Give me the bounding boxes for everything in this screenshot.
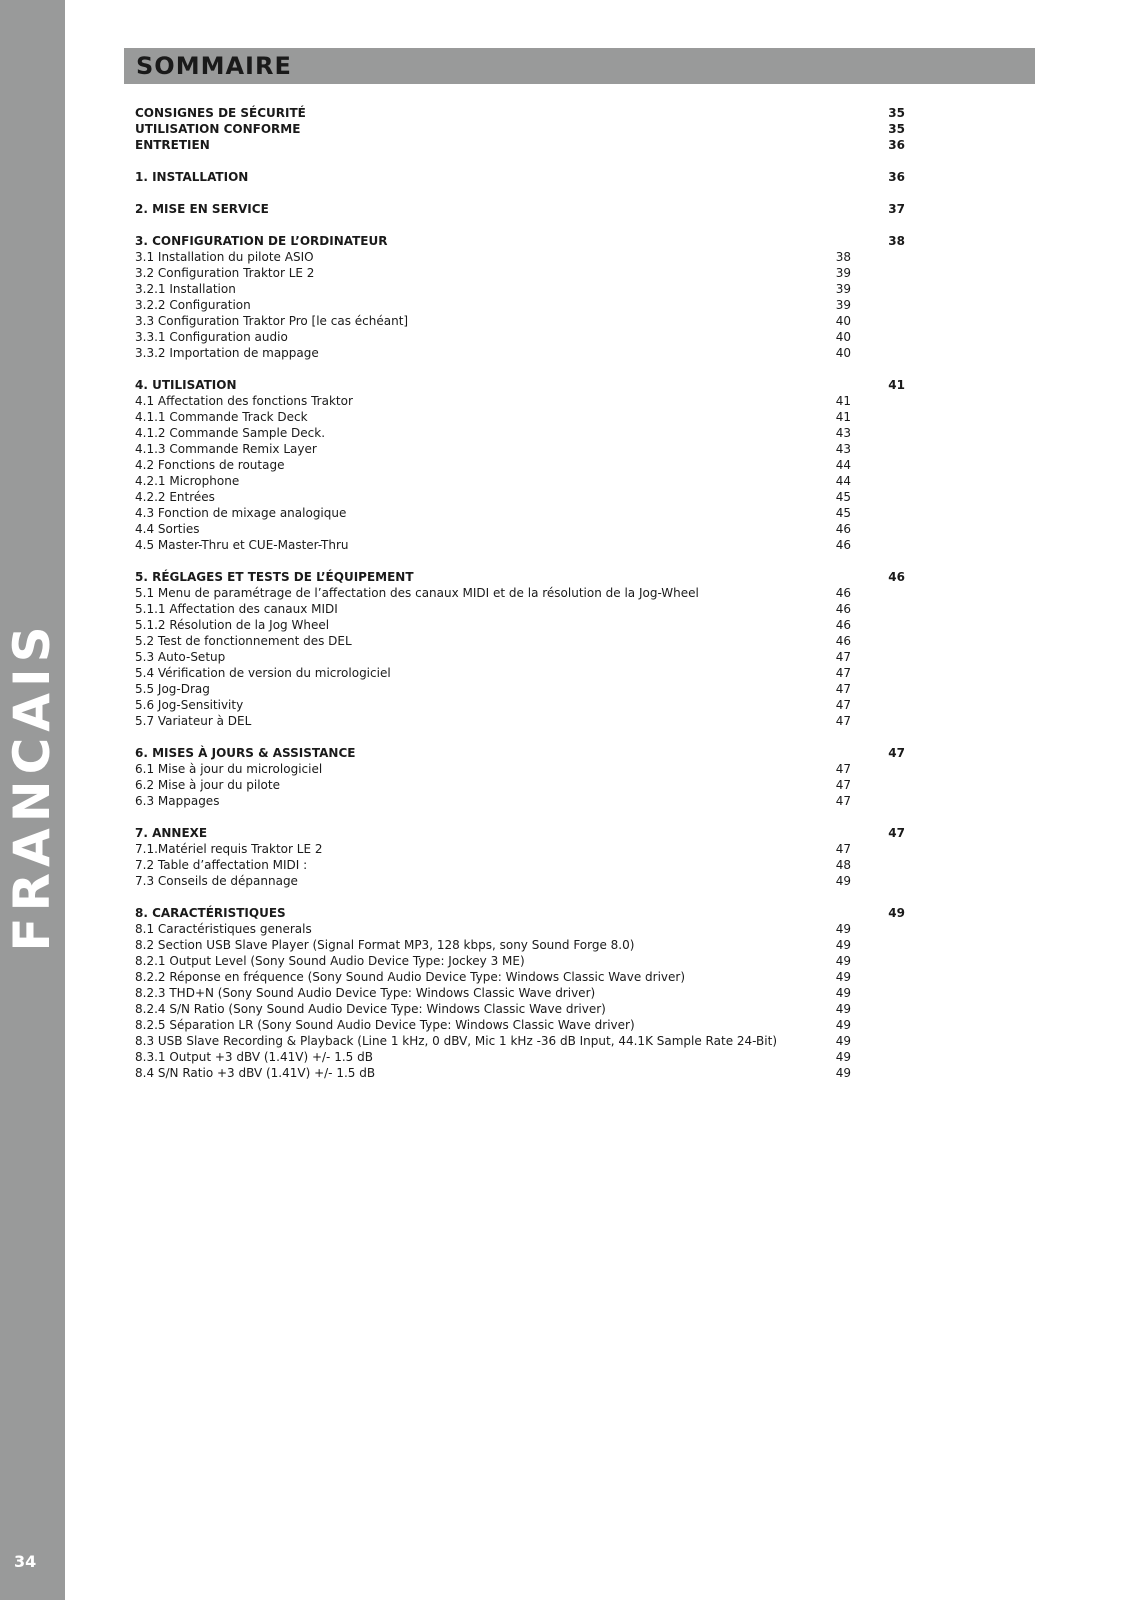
toc-entry-page: 37: [888, 202, 905, 216]
toc-entry-label: 4.2.1 Microphone: [135, 474, 240, 488]
toc-entry[interactable]: [135, 1001, 851, 1017]
toc-entry-page: 41: [835, 410, 851, 424]
page-title: SOMMAIRE: [136, 52, 292, 80]
toc-entry-page: 47: [835, 682, 851, 696]
toc-entry-page: 43: [835, 426, 851, 440]
toc-entry-label: 8.2.5 Séparation LR (Sony Sound Audio Device Type: Windows Classic Wave driver): [135, 1018, 635, 1032]
toc-entry-page: 47: [835, 650, 851, 664]
toc-entry-label: 8.2.1 Output Level (Sony Sound Audio Device Type: Jockey 3 ME): [135, 954, 525, 968]
toc-entry-page: 41: [835, 394, 851, 408]
toc-entry-page: 40: [835, 330, 851, 344]
toc-entry-page: 38: [888, 234, 905, 248]
toc-entry-page: 47: [835, 666, 851, 680]
toc-entry[interactable]: [135, 665, 851, 681]
toc-entry-page: 49: [835, 1034, 851, 1048]
toc-entry-page: 44: [835, 458, 851, 472]
toc-entry[interactable]: [135, 281, 851, 297]
toc-entry-page: 47: [835, 778, 851, 792]
toc-entry-label: 3.3 Configuration Traktor Pro [le cas échéant]: [135, 314, 409, 328]
toc-entry-label: 5. RÉGLAGES ET TESTS DE L’ÉQUIPEMENT: [135, 570, 414, 584]
toc-entry-page: 45: [835, 506, 851, 520]
toc-entry-label: 5.1.2 Résolution de la Jog Wheel: [135, 618, 330, 632]
toc-entry-page: 47: [835, 698, 851, 712]
toc-entry-label: 7. ANNEXE: [135, 826, 208, 840]
toc-entry-page: 38: [835, 250, 851, 264]
toc-entry-label: 8.4 S/N Ratio +3 dBV (1.41V) +/- 1.5 dB: [135, 1066, 376, 1080]
toc-entry[interactable]: [135, 105, 905, 121]
toc-entry[interactable]: [135, 601, 851, 617]
toc-entry[interactable]: [135, 505, 851, 521]
toc-entry-page: 36: [888, 138, 905, 152]
toc-entry-label: 4.1 Affectation des fonctions Traktor: [135, 394, 353, 408]
sidebar: [0, 0, 65, 1600]
toc-entry[interactable]: [135, 297, 851, 313]
toc-entry-label: 4. UTILISATION: [135, 378, 237, 392]
toc-entry-label: 4.1.2 Commande Sample Deck.: [135, 426, 326, 440]
toc-entry-page: 47: [835, 794, 851, 808]
toc-entry-label: 6. MISES À JOURS & ASSISTANCE: [135, 746, 356, 760]
toc-entry[interactable]: [135, 969, 851, 985]
toc-entry-label: 5.4 Vérification de version du micrologiciel: [135, 666, 391, 680]
toc-entry-label: 5.7 Variateur à DEL: [135, 714, 252, 728]
toc-entry-page: 47: [835, 714, 851, 728]
toc-entry-label: 5.6 Jog-Sensitivity: [135, 698, 244, 712]
toc-entry[interactable]: [135, 921, 851, 937]
toc-entry-label: 8.1 Caractéristiques generals: [135, 922, 312, 936]
toc-entry-label: 6.2 Mise à jour du pilote: [135, 778, 280, 792]
toc-entry-page: 35: [888, 106, 905, 120]
toc-entry-label: 8.2.2 Réponse en fréquence (Sony Sound Audio Device Type: Windows Classic Wave driver): [135, 970, 686, 984]
toc-entry-page: 47: [835, 762, 851, 776]
toc-entry-label: 3.2.2 Configuration: [135, 298, 251, 312]
toc-entry[interactable]: [135, 201, 905, 217]
toc-entry[interactable]: [135, 905, 905, 921]
toc-entry-page: 46: [835, 602, 851, 616]
toc-entry-page: 40: [835, 314, 851, 328]
toc-entry[interactable]: [135, 825, 905, 841]
title-bar: [124, 48, 1035, 84]
toc-entry-label: 4.1.1 Commande Track Deck: [135, 410, 308, 424]
toc-entry-label: 3.3.2 Importation de mappage: [135, 346, 319, 360]
toc-entry[interactable]: [135, 697, 851, 713]
toc-entry[interactable]: [135, 1049, 851, 1065]
toc-entry-label: 8.2 Section USB Slave Player (Signal Format MP3, 128 kbps, sony Sound Forge 8.0): [135, 938, 635, 952]
toc-entry-label: 2. MISE EN SERVICE: [135, 202, 269, 216]
toc-entry[interactable]: [135, 681, 851, 697]
toc-entry[interactable]: [135, 393, 851, 409]
toc-entry-label: 3.2 Configuration Traktor LE 2: [135, 266, 315, 280]
toc-entry[interactable]: [135, 265, 851, 281]
toc-entry[interactable]: [135, 521, 851, 537]
toc-entry[interactable]: [135, 873, 851, 889]
toc-entry-page: 46: [835, 634, 851, 648]
toc-entry[interactable]: [135, 377, 905, 393]
toc-entry-label: 7.3 Conseils de dépannage: [135, 874, 298, 888]
toc-entry[interactable]: [135, 745, 905, 761]
toc-entry-label: 6.1 Mise à jour du micrologiciel: [135, 762, 323, 776]
toc-entry[interactable]: [135, 633, 851, 649]
toc-entry-label: 4.1.3 Commande Remix Layer: [135, 442, 317, 456]
toc-entry[interactable]: [135, 713, 851, 729]
toc-entry[interactable]: [135, 233, 905, 249]
toc-entry[interactable]: [135, 441, 851, 457]
toc-entry-page: 39: [835, 282, 851, 296]
toc-entry-page: 41: [888, 378, 905, 392]
toc-entry-page: 49: [835, 874, 851, 888]
toc-entry[interactable]: [135, 777, 851, 793]
toc-entry-label: 3.1 Installation du pilote ASIO: [135, 250, 314, 264]
toc-entry-page: 47: [888, 826, 905, 840]
toc-entry[interactable]: [135, 457, 851, 473]
toc-entry[interactable]: [135, 1065, 851, 1081]
toc-entry-page: 36: [888, 170, 905, 184]
toc-entry-page: 46: [835, 586, 851, 600]
toc-entry-page: 49: [835, 1002, 851, 1016]
toc-entry-page: 46: [888, 570, 905, 584]
toc-entry-page: 49: [835, 1050, 851, 1064]
toc-entry-label: CONSIGNES DE SÉCURITÉ: [135, 106, 306, 120]
toc-entry[interactable]: [135, 329, 851, 345]
toc-entry-label: 8.3 USB Slave Recording & Playback (Line 1 kHz, 0 dBV, Mic 1 kHz -36 dB Input, 44.1K Sample Rate 24-Bit): [135, 1034, 778, 1048]
toc-entry-page: 49: [835, 1066, 851, 1080]
toc-entry-label: 4.2 Fonctions de routage: [135, 458, 285, 472]
toc-entry-label: ENTRETIEN: [135, 138, 210, 152]
toc-entry-page: 45: [835, 490, 851, 504]
toc-entry[interactable]: [135, 537, 851, 553]
toc-entry-page: 47: [888, 746, 905, 760]
page-number: 34: [14, 1552, 37, 1571]
toc-entry[interactable]: [135, 1033, 851, 1049]
toc-entry[interactable]: [135, 937, 851, 953]
toc-entry[interactable]: [135, 617, 851, 633]
toc-entry-label: 3.3.1 Configuration audio: [135, 330, 288, 344]
toc-entry-page: 49: [835, 954, 851, 968]
toc-entry[interactable]: [135, 345, 851, 361]
toc-entry-page: 49: [835, 938, 851, 952]
toc-entry[interactable]: [135, 857, 851, 873]
table-of-contents: [135, 105, 905, 1081]
toc-entry-page: 46: [835, 538, 851, 552]
toc-entry-page: 49: [835, 1018, 851, 1032]
toc-entry-page: 47: [835, 842, 851, 856]
toc-entry[interactable]: [135, 649, 851, 665]
toc-entry[interactable]: [135, 249, 851, 265]
toc-entry-page: 49: [835, 970, 851, 984]
toc-entry[interactable]: [135, 489, 851, 505]
toc-entry-page: 48: [835, 858, 851, 872]
toc-entry-page: 39: [835, 266, 851, 280]
toc-entry[interactable]: [135, 985, 851, 1001]
language-label: FRANCAIS: [3, 620, 61, 952]
toc-entry[interactable]: [135, 169, 905, 185]
toc-entry-label: 4.3 Fonction de mixage analogique: [135, 506, 347, 520]
toc-entry-page: 44: [835, 474, 851, 488]
toc-entry[interactable]: [135, 137, 905, 153]
toc-entry[interactable]: [135, 121, 905, 137]
toc-entry-label: 3.2.1 Installation: [135, 282, 236, 296]
toc-entry-page: 49: [835, 986, 851, 1000]
toc-entry[interactable]: [135, 761, 851, 777]
toc-entry-label: 5.2 Test de fonctionnement des DEL: [135, 634, 352, 648]
toc-entry-label: 5.5 Jog-Drag: [135, 682, 210, 696]
toc-entry-label: 8.3.1 Output +3 dBV (1.41V) +/- 1.5 dB: [135, 1050, 373, 1064]
toc-entry-label: 4.4 Sorties: [135, 522, 200, 536]
toc-entry-page: 49: [835, 922, 851, 936]
toc-entry[interactable]: [135, 953, 851, 969]
toc-entry-label: 3. CONFIGURATION DE L’ORDINATEUR: [135, 234, 388, 248]
toc-entry-label: 8.2.3 THD+N (Sony Sound Audio Device Type: Windows Classic Wave driver): [135, 986, 596, 1000]
toc-entry[interactable]: [135, 425, 851, 441]
toc-entry[interactable]: [135, 585, 851, 601]
toc-entry-label: 1. INSTALLATION: [135, 170, 249, 184]
toc-entry-label: 5.1.1 Affectation des canaux MIDI: [135, 602, 338, 616]
toc-entry[interactable]: [135, 473, 851, 489]
toc-entry[interactable]: [135, 793, 851, 809]
toc-entry[interactable]: [135, 313, 851, 329]
toc-entry[interactable]: [135, 409, 851, 425]
toc-entry-page: 39: [835, 298, 851, 312]
toc-entry-page: 49: [888, 906, 905, 920]
toc-entry[interactable]: [135, 841, 851, 857]
toc-entry-label: 5.1 Menu de paramétrage de l’affectation des canaux MIDI et de la résolution de la Jog-Wheel: [135, 586, 699, 600]
toc-entry-page: 46: [835, 618, 851, 632]
toc-entry-label: 8.2.4 S/N Ratio (Sony Sound Audio Device Type: Windows Classic Wave driver): [135, 1002, 606, 1016]
toc-entry-page: 43: [835, 442, 851, 456]
toc-entry-page: 40: [835, 346, 851, 360]
toc-entry-label: 8. CARACTÉRISTIQUES: [135, 906, 286, 920]
toc-entry-page: 46: [835, 522, 851, 536]
toc-entry[interactable]: [135, 1017, 851, 1033]
toc-entry-label: 5.3 Auto-Setup: [135, 650, 226, 664]
toc-entry-label: 4.5 Master-Thru et CUE-Master-Thru: [135, 538, 349, 552]
toc-entry-label: 7.1.Matériel requis Traktor LE 2: [135, 842, 323, 856]
toc-entry-label: 6.3 Mappages: [135, 794, 220, 808]
toc-entry-label: UTILISATION CONFORME: [135, 122, 301, 136]
toc-entry-label: 7.2 Table d’affectation MIDI :: [135, 858, 308, 872]
toc-entry-label: 4.2.2 Entrées: [135, 490, 215, 504]
toc-entry-page: 35: [888, 122, 905, 136]
toc-entry[interactable]: [135, 569, 905, 585]
